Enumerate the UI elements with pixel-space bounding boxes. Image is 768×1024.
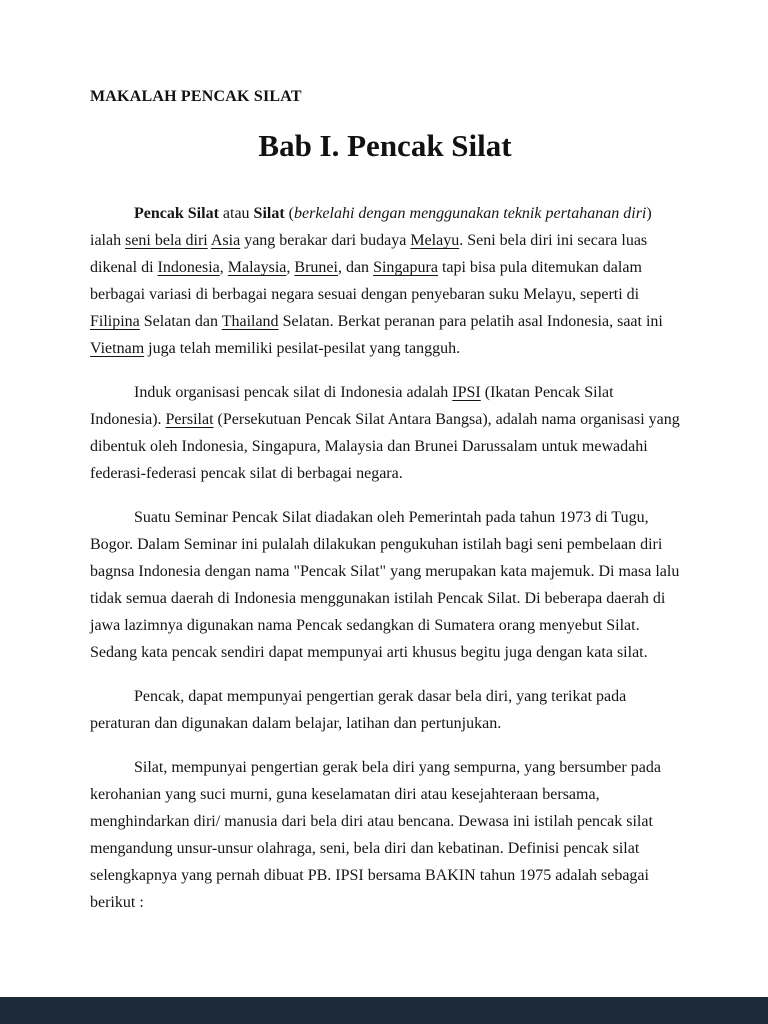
text-link[interactable]: Melayu — [410, 232, 460, 249]
text-run: Selatan. Berkat peranan para pelatih asal Indonesia, saat ini — [278, 313, 663, 330]
text-link[interactable]: seni bela diri — [125, 232, 208, 249]
text-link[interactable]: Singapura — [373, 259, 438, 276]
paragraph — [90, 200, 680, 362]
paragraph — [90, 504, 680, 666]
text-run: juga telah memiliki pesilat-pesilat yang tangguh. — [144, 340, 461, 357]
document-header: MAKALAH PENCAK SILAT — [90, 88, 302, 105]
text-run: atau — [218, 205, 254, 222]
text-link[interactable]: Persilat — [165, 411, 214, 428]
text-link[interactable]: Brunei — [294, 259, 338, 276]
text-run: , — [286, 259, 295, 276]
text-link[interactable]: Malaysia — [227, 259, 287, 276]
chapter-title: Bab I. Pencak Silat — [258, 128, 512, 163]
text-run: Pencak Silat — [134, 205, 219, 222]
paragraph — [90, 379, 680, 487]
text-run: yang berakar dari budaya — [240, 232, 411, 249]
text-run: Pencak, dapat mempunyai pengertian gerak dasar bela diri, yang terikat pada peraturan dan digunakan dalam belajar, latihan dan pertunjukan. — [90, 688, 627, 732]
text-run: . Seni bela diri ini secara luas dikenal di — [90, 232, 648, 276]
paragraph — [90, 754, 680, 916]
text-run: (Ikatan Pencak Silat Indonesia). — [90, 384, 614, 428]
text-run: Induk organisasi pencak silat di Indonesia adalah — [134, 384, 453, 401]
text-run: Suatu Seminar Pencak Silat diadakan oleh Pemerintah pada tahun 1973 di Tugu, Bogor. Dalam Seminar ini pulalah dilakukan pengukuhan istilah bagi seni pembelaan diri bagnsa Indonesia dengan nama "Pencak Silat" yang merupakan kata majemuk. Di masa lalu tidak semua daerah di Indonesia menggunakan istilah Pencak Silat. Di beberapa daerah di jawa lazimnya digunakan nama Pencak sedangkan di Sumatera orang menyebut Silat. Sedang kata pencak sendiri dapat mempunyai arti khusus begitu juga dengan kata silat. — [90, 509, 680, 661]
document-body — [90, 200, 680, 916]
viewer-bottom-bar — [0, 997, 768, 1024]
text-run: ( — [284, 205, 294, 222]
text-link[interactable]: Thailand — [221, 313, 279, 330]
text-run: , dan — [337, 259, 374, 276]
text-link[interactable]: IPSI — [452, 384, 481, 401]
text-run: Silat, mempunyai pengertian gerak bela diri yang sempurna, yang bersumber pada kerohanian yang suci murni, guna keselamatan diri atau kesejahteraan bersama, menghindarkan diri/ manusia dari bela diri atau bencana. Dewasa ini istilah pencak silat mengandung unsur-unsur olahraga, seni, bela diri dan kebatinan. Definisi pencak silat selengkapnya yang pernah dibuat PB. IPSI bersama BAKIN tahun 1975 adalah sebagai berikut : — [90, 759, 661, 911]
text-link[interactable]: Indonesia — [157, 259, 220, 276]
text-run: Selatan dan — [139, 313, 222, 330]
text-link[interactable]: Vietnam — [90, 340, 145, 357]
text-link[interactable]: Filipina — [90, 313, 140, 330]
text-run: , — [219, 259, 228, 276]
text-run: ) ialah — [90, 205, 652, 249]
text-run: Silat — [253, 205, 285, 222]
text-run: tapi bisa pula ditemukan dalam berbagai variasi di berbagai negara sesuai dengan penyebaran suku Melayu, seperti di — [90, 259, 642, 303]
text-link[interactable]: Asia — [210, 232, 241, 249]
text-run: (Persekutuan Pencak Silat Antara Bangsa), adalah nama organisasi yang dibentuk oleh Indonesia, Singapura, Malaysia dan Brunei Darussalam untuk mewadahi federasi-federasi pencak silat di berbagai negara. — [90, 411, 680, 482]
paragraph — [90, 683, 680, 737]
text-run: berkelahi dengan menggunakan teknik pertahanan diri — [294, 205, 647, 222]
